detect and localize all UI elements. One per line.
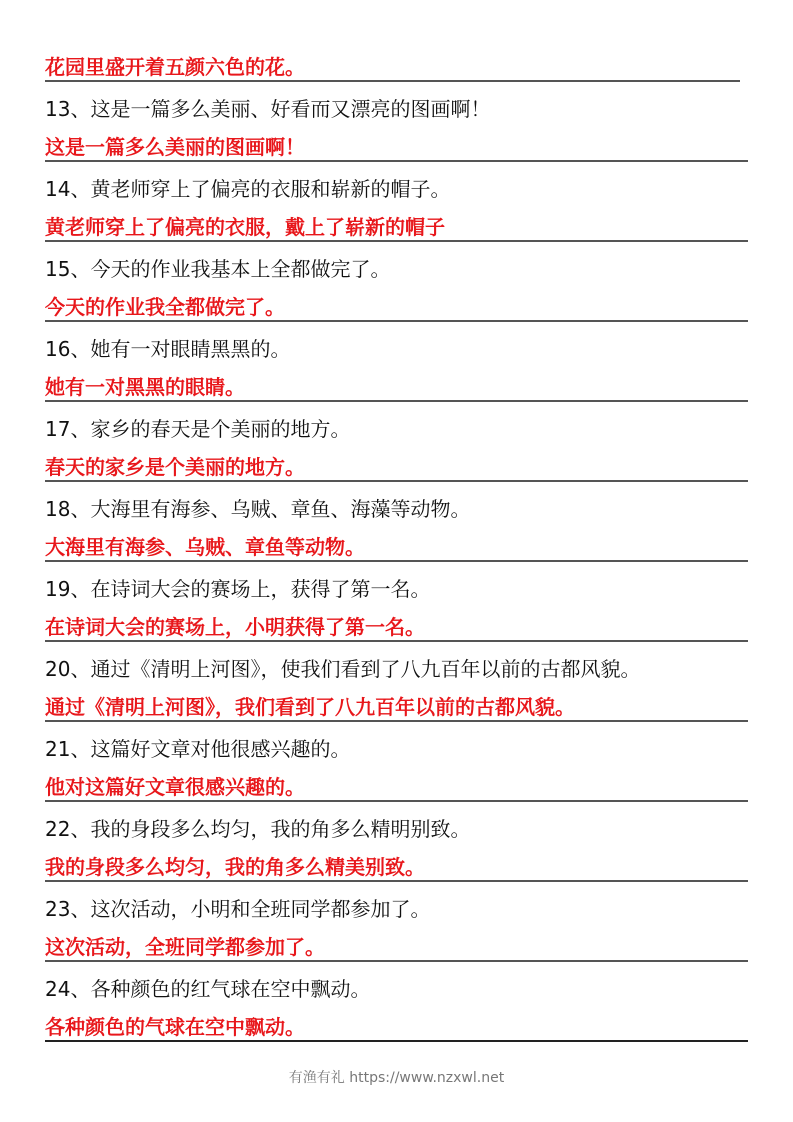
- answer-22: 我的身段多么均匀，我的角多么精美别致。: [45, 855, 425, 879]
- answer-line-12: 花园里盛开着五颜六色的花。: [45, 55, 305, 79]
- answer-underline: [45, 240, 748, 242]
- answer-24: 各种颜色的气球在空中飘动。: [45, 1015, 305, 1039]
- question-20: 20、通过《清明上河图》，使我们看到了八九百年以前的古都风貌。: [45, 657, 641, 681]
- answer-underline: [45, 320, 748, 322]
- answer-underline: [45, 640, 748, 642]
- answer-underline: [45, 960, 748, 962]
- answer-17: 春天的家乡是个美丽的地方。: [45, 455, 305, 479]
- answer-underline: [45, 80, 740, 82]
- answer-underline: [45, 160, 748, 162]
- question-22: 22、我的身段多么均匀，我的角多么精明别致。: [45, 817, 471, 841]
- answer-underline: [45, 880, 748, 882]
- question-15: 15、今天的作业我基本上全都做完了。: [45, 257, 391, 281]
- question-17: 17、家乡的春天是个美丽的地方。: [45, 417, 351, 441]
- answer-14: 黄老师穿上了偏亮的衣服，戴上了崭新的帽子: [45, 215, 445, 239]
- answer-underline: [45, 1040, 748, 1042]
- answer-underline: [45, 800, 748, 802]
- question-19: 19、在诗词大会的赛场上，获得了第一名。: [45, 577, 431, 601]
- question-18: 18、大海里有海参、乌贼、章鱼、海藻等动物。: [45, 497, 471, 521]
- answer-underline: [45, 400, 748, 402]
- question-16: 16、她有一对眼睛黑黑的。: [45, 337, 291, 361]
- question-21: 21、这篇好文章对他很感兴趣的。: [45, 737, 351, 761]
- answer-underline: [45, 560, 748, 562]
- answer-20: 通过《清明上河图》，我们看到了八九百年以前的古都风貌。: [45, 695, 575, 719]
- answer-13: 这是一篇多么美丽的图画啊！: [45, 135, 305, 159]
- answer-23: 这次活动，全班同学都参加了。: [45, 935, 325, 959]
- answer-21: 他对这篇好文章很感兴趣的。: [45, 775, 305, 799]
- answer-16: 她有一对黑黑的眼睛。: [45, 375, 245, 399]
- question-24: 24、各种颜色的红气球在空中飘动。: [45, 977, 371, 1001]
- answer-underline: [45, 480, 748, 482]
- question-23: 23、这次活动，小明和全班同学都参加了。: [45, 897, 431, 921]
- answer-18: 大海里有海参、乌贼、章鱼等动物。: [45, 535, 365, 559]
- answer-19: 在诗词大会的赛场上，小明获得了第一名。: [45, 615, 425, 639]
- question-13: 13、这是一篇多么美丽、好看而又漂亮的图画啊！: [45, 97, 491, 121]
- answer-15: 今天的作业我全都做完了。: [45, 295, 285, 319]
- question-14: 14、黄老师穿上了偏亮的衣服和崭新的帽子。: [45, 177, 451, 201]
- answer-underline: [45, 720, 748, 722]
- footer-watermark: 有渔有礼 https://www.nzxwl.net: [288, 1070, 505, 1086]
